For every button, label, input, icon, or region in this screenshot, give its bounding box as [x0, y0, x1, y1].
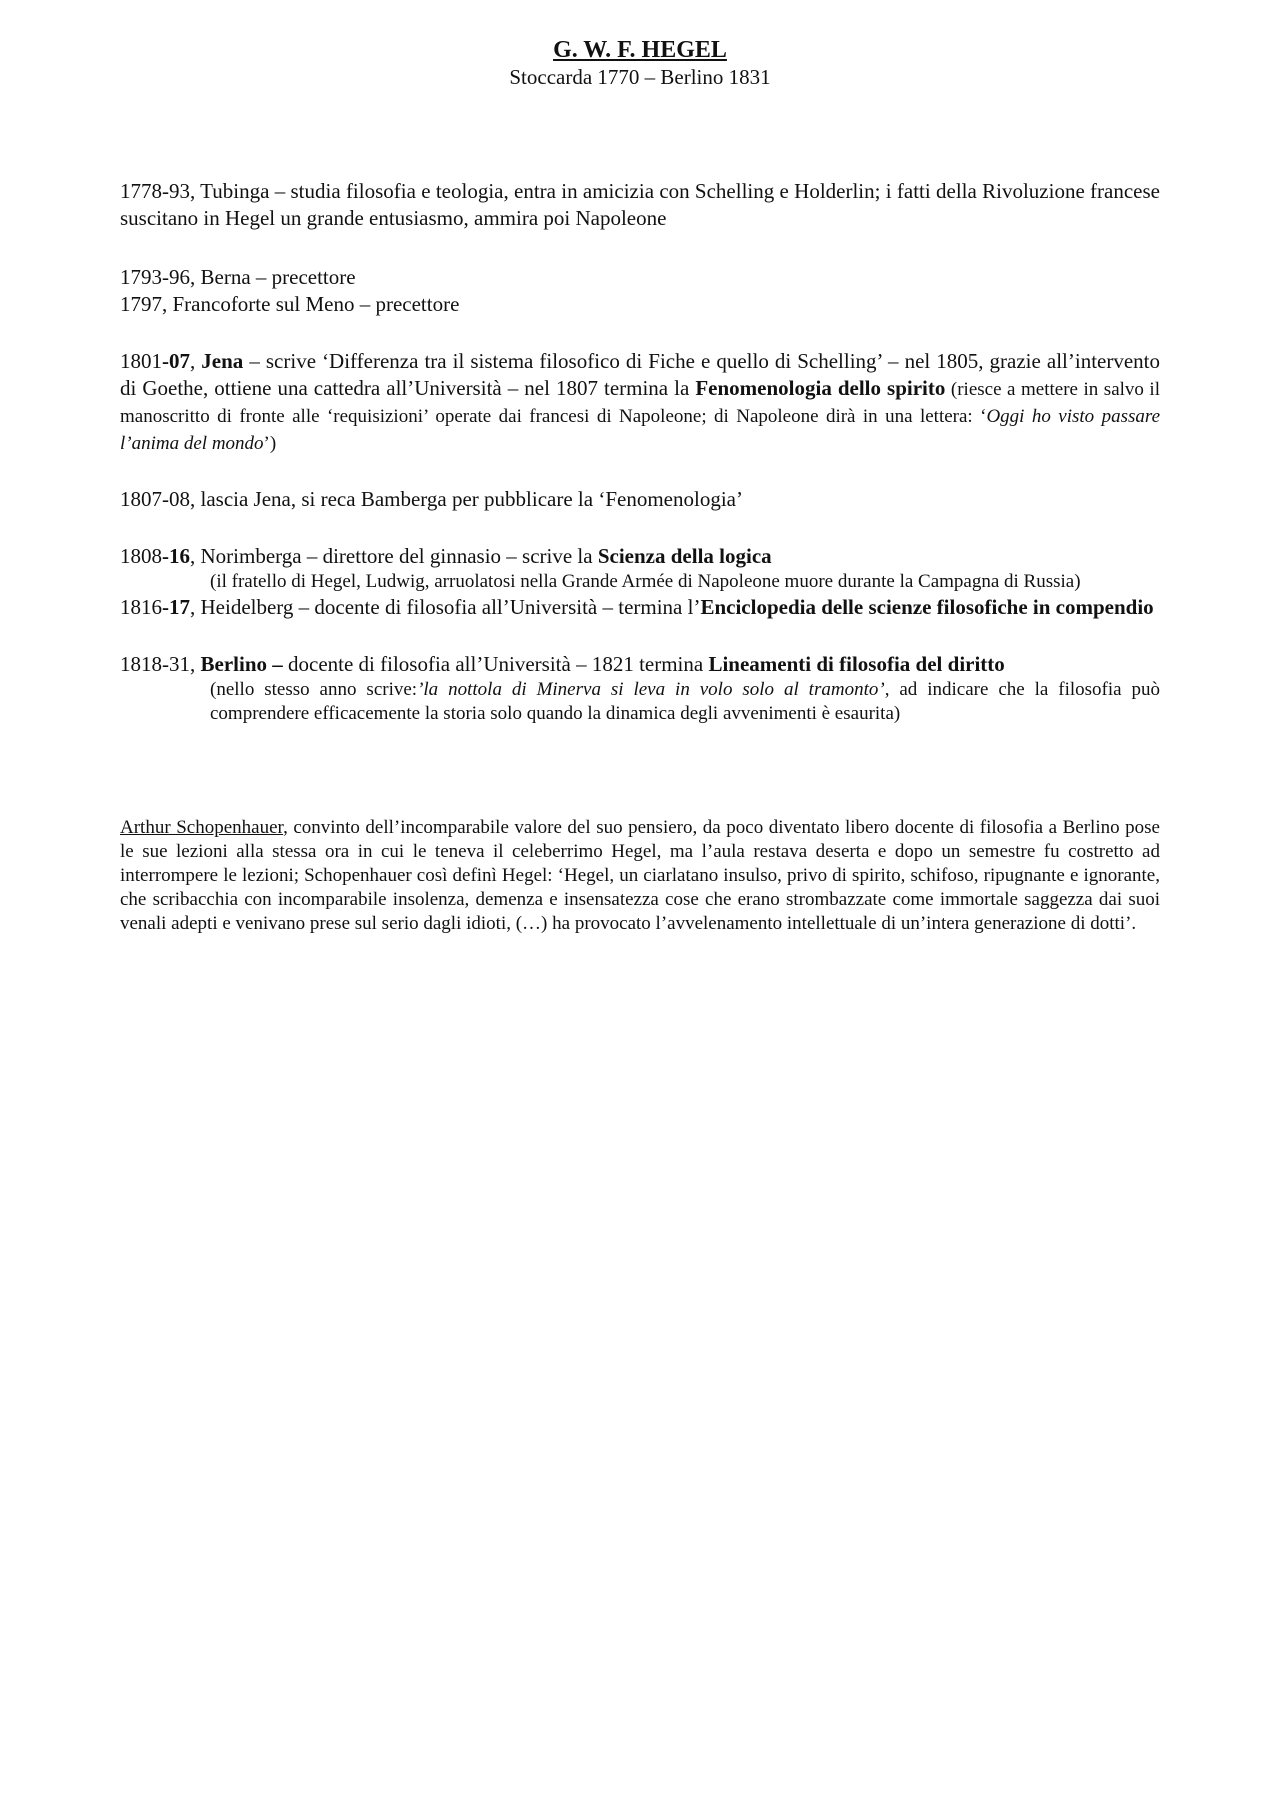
schopenhauer-paragraph: [120, 816, 1160, 936]
entry-year: 1801: [120, 349, 162, 373]
entry-note-end: , ad indicare che la filosofia può comprendere efficacemente la storia solo quando la dinamica degli avvenimenti è esaurita): [210, 679, 1161, 724]
entry-work: Scienza della logica: [597, 544, 772, 568]
entry-year: 1818-31,: [120, 652, 201, 676]
entry-text: docente di filosofia all’Università – 1821 termina: [282, 652, 709, 676]
entry-note: [120, 678, 1160, 726]
entry-jena: [120, 348, 1160, 456]
entry-work: Fenomenologia dello spirito: [695, 376, 946, 400]
page-subtitle: Stoccarda 1770 – Berlino 1831: [509, 65, 771, 89]
entry-place: Jena: [201, 349, 244, 373]
entry-year: 1808: [120, 544, 162, 568]
entry-heidelberg: [120, 594, 1160, 621]
entry-tubinga: 1778-93, Tubinga – studia filosofia e teologia, entra in amicizia con Schelling e Holderlin; i fatti della Rivoluzione francese suscitano in Hegel un grande entusiasmo, ammira poi Napoleone: [120, 179, 1160, 230]
entry-norimberga: [120, 543, 1160, 570]
entry-note-start: (nello stesso anno scrive:: [210, 679, 418, 700]
timeline: [120, 178, 1160, 936]
entry-note-quote: Oggi ho visto passare l’anima del mondo: [120, 406, 1161, 454]
schopenhauer-name: Arthur Schopenhauer: [120, 817, 284, 838]
entry-note-end: ’): [263, 433, 277, 454]
entry-year: 1816: [120, 595, 162, 619]
entry-note-quote: ’la nottola di Minerva si leva in volo solo al tramonto’: [417, 679, 885, 700]
header: [0, 36, 1280, 90]
entry-berna: 1793-96, Berna – precettore: [120, 265, 356, 289]
entry-note: (il fratello di Hegel, Ludwig, arruolatosi nella Grande Armée di Napoleone muore durante la Campagna di Russia): [210, 571, 1081, 592]
entry-year-bold: -17: [162, 595, 190, 619]
entry-work: Enciclopedia delle scienze filosofiche in compendio: [700, 595, 1154, 619]
page-title: G. W. F. HEGEL: [553, 37, 727, 63]
entry-note: (riesce a mettere in salvo il manoscritto di fronte alle ‘requisizioni’ operate dai francesi di Napoleone; di Napoleone dirà in una lettera: ‘: [120, 379, 1160, 427]
entry-bamberga: 1807-08, lascia Jena, si reca Bamberga per pubblicare la ‘Fenomenologia’: [120, 487, 743, 511]
entry-text: – scrive ‘Differenza tra il sistema filosofico di Fiche e quello di Schelling’ – nel 1805, grazie all’intervento di Goethe, ottiene una cattedra all’Università – nel 1807 termina la: [120, 349, 1160, 400]
schopenhauer-text: , convinto dell’incomparabile valore del suo pensiero, da poco diventato libero docente di filosofia a Berlino pose le sue lezioni alla stessa ora in cui le teneva il celeberrimo Hegel, ma l’aula restava deserta e dopo un semestre fu costretto ad interrompere le lezioni; Schopenhauer così definì Hegel: ‘Hegel, un ciarlatano insulso, privo di spirito, schifoso, ripugnante e ignorante, che scribacchia con incomparabile insolenza, demenza e insensatezza cose che erano strombazzate come immortale saggezza dai suoi venali adepti e venivano prese sul serio dagli idioti, (…) ha provocato l’avvelenamento intellettuale di un’intera generazione di dotti’.: [120, 817, 1160, 934]
entry-berlino: [120, 651, 1160, 678]
entry-work: Lineamenti di filosofia del diritto: [708, 652, 1005, 676]
entry-francoforte: 1797, Francoforte sul Meno – precettore: [120, 292, 460, 316]
entry-year-bold: -07: [162, 349, 190, 373]
entry-text: , Heidelberg – docente di filosofia all’Università – termina l’: [190, 595, 701, 619]
entry-year-bold: -16: [162, 544, 190, 568]
entry-comma: ,: [190, 349, 202, 373]
entry-place: Berlino –: [200, 652, 283, 676]
entry-text: , Norimberga – direttore del ginnasio – scrive la: [190, 544, 598, 568]
